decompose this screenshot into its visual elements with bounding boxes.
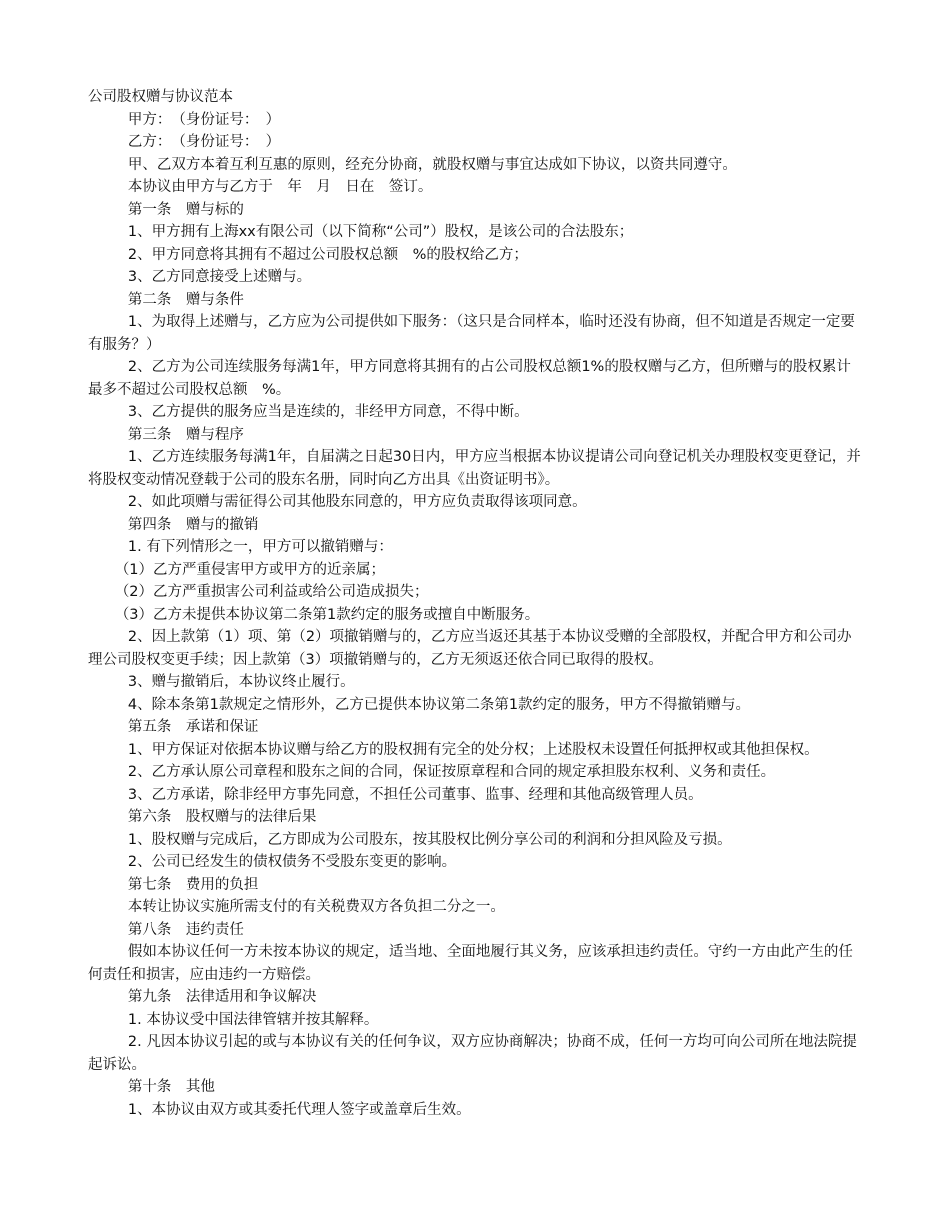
paragraph: 1. 有下列情形之一，甲方可以撤销赠与： (127, 539, 393, 555)
paragraph: 2. 凡因本协议引起的或与本协议有关的任何争议，双方应协商解决；协商不成，任何一方均可向公司所在地法院提起诉讼。 (88, 1034, 857, 1073)
paragraph: 1、本协议由双方或其委托代理人签字或盖章后生效。 (127, 1101, 471, 1118)
paragraph: 4、除本条第1款规定之情形外，乙方已提供本协议第二条第1款约定的服务，甲方不得撤销赠与。 (127, 696, 751, 713)
paragraph: 2、因上款第（1）项、第（2）项撤销赠与的，乙方应当返还其基于本协议受赠的全部股权，并配合甲方和公司办理公司股权变更手续；因上款第（3）项撤销赠与的，乙方无须返还依合同已取得的股权。 (88, 629, 852, 668)
paragraph: 1、股权赠与完成后，乙方即成为公司股东，按其股权比例分享公司的利润和分担风险及亏损。 (127, 831, 732, 848)
paragraph: 第五条 承诺和保证 (127, 719, 259, 735)
paragraph: 甲方： （身份证号： ） (127, 111, 281, 128)
paragraph: 第七条 费用的负担 (127, 876, 259, 893)
document-page (88, 86, 864, 1121)
paragraph: 第六条 股权赠与的法律后果 (127, 809, 317, 825)
paragraph: 甲、乙双方本着互利互惠的原则，经充分协商，就股权赠与事宜达成如下协议，以资共同遵守。 (127, 156, 737, 173)
paragraph: 第一条 赠与标的 (127, 201, 244, 218)
paragraph: 1、乙方连续服务每满1年，自届满之日起30日内，甲方应当根据本协议提请公司向登记机关办理股权变更登记，并将股权变动情况登载于公司的股东名册，同时向乙方出具《出资证明书》。 (88, 449, 861, 488)
document-title: 公司股权赠与协议范本 (88, 89, 233, 105)
paragraph: 3、乙方同意接受上述赠与。 (127, 269, 312, 285)
paragraph: 第四条 赠与的撤销 (127, 516, 259, 533)
paragraph: 本协议由甲方与乙方于 年 月 日在 签订。 (127, 179, 433, 195)
paragraph: 2、公司已经发生的债权债务不受股东变更的影响。 (127, 854, 457, 870)
paragraph: 1、甲方保证对依据本协议赠与给乙方的股权拥有完全的处分权；上述股权未设置任何抵押权或其他担保权。 (127, 741, 819, 758)
paragraph: （1）乙方严重侵害甲方或甲方的近亲属； (114, 561, 386, 578)
paragraph: 2、如此项赠与需征得公司其他股东同意的，甲方应负责取得该项同意。 (127, 494, 587, 510)
paragraph: 3、乙方承诺，除非经甲方事先同意，不担任公司董事、监事、经理和其他高级管理人员。 (127, 786, 703, 803)
paragraph: 第三条 赠与程序 (127, 426, 244, 443)
paragraph: （3）乙方未提供本协议第二条第1款约定的服务或擅自中断服务。 (114, 606, 540, 623)
paragraph: （2）乙方严重损害公司利益或给公司造成损失； (114, 584, 429, 600)
paragraph: 假如本协议任何一方未按本协议的规定，适当地、全面地履行其义务，应该承担违约责任。守约一方由此产生的任何责任和损害，应由违约一方赔偿。 (88, 944, 853, 983)
paragraph: 乙方： （身份证号： ） (127, 134, 281, 150)
paragraph: 第九条 法律适用和争议解决 (127, 989, 317, 1005)
paragraph: 1、甲方拥有上海xx有限公司（以下简称“公司”）股权，是该公司的合法股东； (127, 224, 634, 240)
paragraph: 第二条 赠与条件 (127, 291, 244, 308)
paragraph: 3、乙方提供的服务应当是连续的，非经甲方同意，不得中断。 (127, 404, 529, 420)
paragraph: 第十条 其他 (127, 1079, 215, 1095)
paragraph: 2、乙方承认原公司章程和股东之间的合同，保证按原章程和合同的规定承担股东权利、义务和责任。 (127, 764, 776, 780)
paragraph: 1. 本协议受中国法律管辖并按其解释。 (127, 1011, 379, 1028)
paragraph: 2、甲方同意将其拥有不超过公司股权总额 %的股权给乙方； (127, 246, 528, 263)
paragraph: 本转让协议实施所需支付的有关税费双方各负担二分之一。 (127, 899, 505, 915)
paragraph: 第八条 违约责任 (127, 921, 244, 938)
paragraph: 2、乙方为公司连续服务每满1年，甲方同意将其拥有的占公司股权总额1%的股权赠与乙方，但所赠与的股权累计最多不超过公司股权总额 %。 (88, 359, 851, 398)
document-body (88, 109, 864, 1122)
paragraph: 3、赠与撤销后，本协议终止履行。 (127, 674, 355, 690)
paragraph: 1、为取得上述赠与，乙方应为公司提供如下服务：（这只是合同样本，临时还没有协商，但不知道是否规定一定要有服务？） (88, 314, 855, 353)
